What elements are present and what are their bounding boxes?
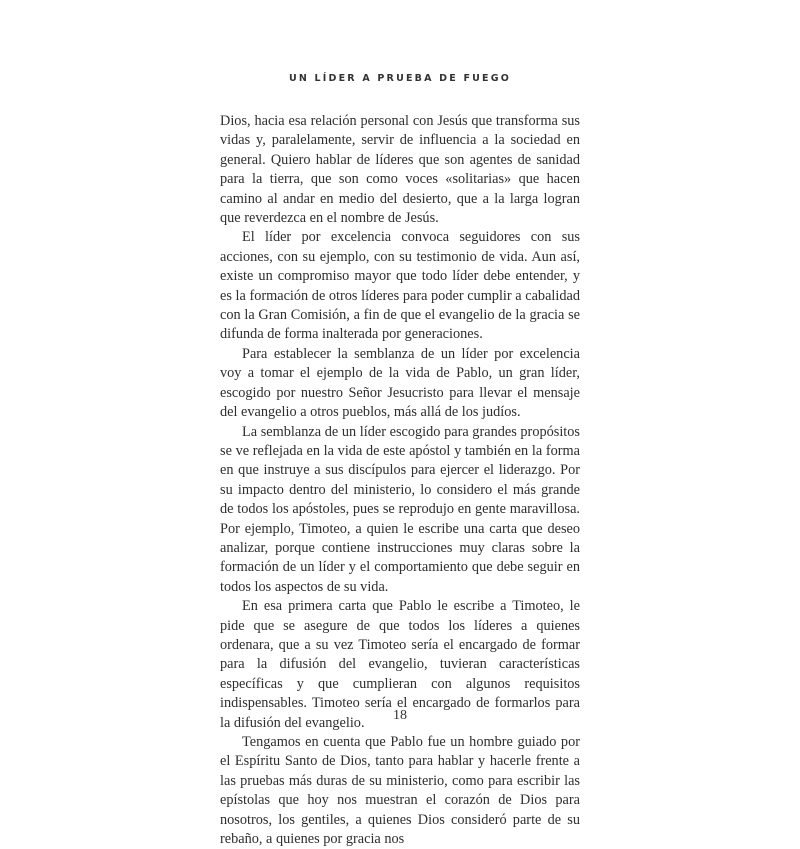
page-number: 18 [393,708,407,723]
running-head: UN LÍDER A PRUEBA DE FUEGO [288,73,512,84]
paragraph: Para establecer la semblanza de un líder por excelencia voy a tomar el ejemplo de la vida de Pablo, un gran líder, escogido por nuestro Señor Jesucristo para llevar el mensaje del evangelio a otros pueblos, más allá de los judíos. [220,345,580,421]
paragraph: Tengamos en cuenta que Pablo fue un hombre guiado por el Espíritu Santo de Dios, tanto para hablar y hacerle frente a las pruebas más duras de su ministerio, como para escribir las epístolas que hoy nos muestran el corazón de Dios para nosotros, los gentiles, a quienes Dios consideró parte de su rebaño, a quienes por gracia nos [220,734,580,848]
paragraph: Dios, hacia esa relación personal con Jesús que transforma sus vidas y, paralelamente, servir de influencia a la sociedad en general. Quiero hablar de líderes que son agentes de sanidad para la tierra, que son como voces «solitarias» que hacen camino al andar en medio del desierto, que a la larga logran que reverdezca en el nombre de Jesús. [220,113,580,227]
paragraph: La semblanza de un líder escogido para grandes propósitos se ve reflejada en la vida de este apóstol y también en la forma en que instruye a sus discípulos para ejercer el liderazgo. Por su impacto dentro del ministerio, lo considero el más grande de todos los apóstoles, pues se reprodujo en gente maravillosa. Por ejemplo, Timoteo, a quien le escribe una carta que deseo analizar, porque contiene instrucciones muy claras sobre la formación de un líder y el comportamiento que debe seguir en todos los aspectos de su vida. [220,423,580,595]
paragraph: El líder por excelencia convoca seguidores con sus acciones, con su ejemplo, con su testimonio de vida. Aun así, existe un compromiso mayor que todo líder debe entender, y es la formación de otros líderes para poder cumplir a cabalidad con la Gran Comisión, a fin de que el evangelio de la gracia se difunda de forma inalterada por generaciones. [220,229,580,343]
paragraph: En esa primera carta que Pablo le escribe a Timoteo, le pide que se asegure de que todos los líderes a quienes ordenara, que a su vez Timoteo sería el encargado de formar para la difusión del evangelio, tuvieran características específicas y que cumplieran con algunos requisitos indispensables. Timoteo sería el encargado de formarlos para la difusión del evangelio. [220,598,580,731]
body-text [220,112,580,849]
